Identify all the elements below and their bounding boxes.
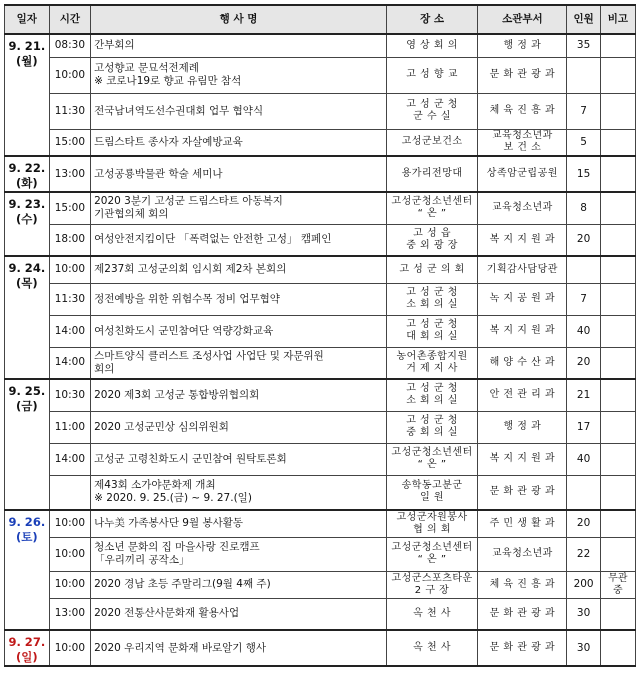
note-cell <box>600 571 635 598</box>
time-label: 11:00 <box>54 420 85 433</box>
note-cell <box>600 256 635 283</box>
event-name: 드림스타트 종사자 자살예방교육 <box>94 135 243 148</box>
place-detail: 군 수 실 <box>413 111 451 122</box>
place-cell <box>386 256 477 283</box>
place-name: 고성군청소년센터 <box>391 447 473 458</box>
time-label: 13:00 <box>54 607 85 620</box>
place-cell <box>386 537 477 571</box>
dept-name: 상족암군립공원 <box>486 168 558 179</box>
place-detail: 중 회 의 실 <box>406 427 458 438</box>
time-cell <box>49 571 91 598</box>
event-detail: 기관협의체 회의 <box>94 208 169 221</box>
dept-name: 교육청소년과 <box>491 548 553 559</box>
dept-name: 문 화 관 광 과 <box>489 642 556 653</box>
event-name: 고성군 고령친화도시 군민참여 원탁토론회 <box>94 452 287 465</box>
time-label: 14:00 <box>54 324 85 337</box>
header-place: 장 소 <box>386 5 477 34</box>
time-cell <box>49 537 91 571</box>
time-cell <box>49 411 91 443</box>
dept-name: 안 전 관 리 과 <box>489 389 556 401</box>
dept-name: 기획감사담당관 <box>486 263 558 275</box>
date-label: 9. 21. <box>8 39 46 53</box>
time-cell <box>49 510 91 537</box>
time-label: 15:00 <box>54 135 85 148</box>
event-cell <box>91 156 387 192</box>
day-label: (목) <box>16 276 38 290</box>
people-cell <box>567 571 600 598</box>
people-count: 8 <box>580 201 587 214</box>
note-cell <box>600 379 635 411</box>
place-name: 고성군보건소 <box>401 136 463 148</box>
date-label: 9. 26. <box>8 515 46 529</box>
event-cell <box>91 256 387 283</box>
dept-cell <box>478 630 567 666</box>
time-cell <box>49 315 91 347</box>
time-label: 10:00 <box>54 547 85 560</box>
note-cell <box>600 537 635 571</box>
dept-name: 녹 지 공 원 과 <box>489 293 556 304</box>
time-cell <box>49 93 91 129</box>
dept-cell <box>478 57 567 93</box>
event-cell <box>91 315 387 347</box>
place-detail: 대 회 의 실 <box>406 331 458 342</box>
note-cell <box>600 57 635 93</box>
event-cell <box>91 283 387 315</box>
people-count: 200 <box>573 578 594 590</box>
place-cell <box>386 475 477 510</box>
time-cell <box>49 630 91 666</box>
event-name: 고성공룡박물관 학술 세미나 <box>94 167 223 180</box>
table-row <box>5 57 636 93</box>
people-count: 30 <box>576 607 591 620</box>
people-cell <box>567 224 600 256</box>
place-name: 송학동고분군 <box>401 480 463 492</box>
place-name: 고성군청소년센터 <box>391 196 473 208</box>
dept-name: 복 지 지 원 과 <box>489 233 556 245</box>
table-row <box>5 315 636 347</box>
time-cell <box>49 129 91 156</box>
place-detail: 소 회 의 실 <box>406 395 458 407</box>
schedule-table <box>4 4 636 667</box>
date-cell <box>5 379 50 510</box>
dept-cell <box>478 347 567 379</box>
place-detail: 거 제 지 사 <box>406 362 458 374</box>
event-name: 전국남녀역도선수권대회 업무 협약식 <box>94 104 264 117</box>
event-name: 2020 전통산사문화재 활용사업 <box>94 607 240 620</box>
people-cell <box>567 443 600 475</box>
dept-cell <box>478 315 567 347</box>
place-cell <box>386 93 477 129</box>
header-time: 시간 <box>49 5 91 34</box>
dept-cell <box>478 379 567 411</box>
people-cell <box>567 475 600 510</box>
event-name: 2020 3분기 고성군 드림스타트 아동복지 <box>94 195 283 208</box>
table-row <box>5 93 636 129</box>
dept-name: 복 지 지 원 과 <box>489 325 556 336</box>
header-dept: 소관부서 <box>478 5 567 34</box>
date-label: 9. 22. <box>8 161 46 175</box>
event-name: 나누美 가족봉사단 9월 봉사활동 <box>94 517 244 530</box>
time-label: 14:00 <box>54 452 85 465</box>
place-name: 고성군자원봉사 <box>396 511 468 523</box>
time-cell <box>49 224 91 256</box>
time-cell <box>49 475 91 510</box>
time-label: 18:00 <box>54 233 85 246</box>
time-label: 10:00 <box>54 68 85 81</box>
event-cell <box>91 34 387 57</box>
table-row <box>5 192 636 224</box>
place-name: 농어촌종합지원 <box>396 350 468 362</box>
event-detail: 「우리끼리 공작소」 <box>94 554 190 566</box>
place-cell <box>386 224 477 256</box>
note-cell <box>600 283 635 315</box>
date-label: 9. 25. <box>8 384 46 398</box>
dept-cell <box>478 411 567 443</box>
table-row <box>5 347 636 379</box>
day-label: (화) <box>16 176 38 190</box>
header-event: 행 사 명 <box>91 5 387 34</box>
time-label: 10:00 <box>54 263 85 276</box>
place-name: 고 성 군 청 <box>406 383 458 395</box>
time-label: 10:00 <box>54 641 85 654</box>
table-row <box>5 379 636 411</box>
people-count: 20 <box>576 517 591 530</box>
place-name: 영 상 회 의 <box>406 39 458 51</box>
day-label: (금) <box>16 399 38 413</box>
time-cell <box>49 598 91 630</box>
event-detail: ※ 코로나19로 향교 유림만 참석 <box>94 75 242 87</box>
people-count: 5 <box>580 135 587 148</box>
time-label: 11:30 <box>54 104 85 117</box>
day-label: (일) <box>16 650 38 664</box>
day-label: (수) <box>16 212 38 226</box>
place-cell <box>386 129 477 156</box>
people-count: 20 <box>576 356 591 369</box>
dept-cell <box>478 598 567 630</box>
date-cell <box>5 256 50 379</box>
dept-cell <box>478 571 567 598</box>
dept-detail: 보 건 소 <box>503 142 542 154</box>
date-cell <box>5 192 50 256</box>
date-cell <box>5 156 50 192</box>
dept-name: 행 정 과 <box>503 39 542 51</box>
time-cell <box>49 347 91 379</box>
table-row <box>5 510 636 537</box>
dept-cell <box>478 34 567 57</box>
event-detail: 회의 <box>94 362 115 375</box>
dept-name: 주 민 생 활 과 <box>489 517 556 529</box>
people-count: 21 <box>576 388 591 401</box>
place-name: 고 성 군 의 회 <box>399 263 465 275</box>
time-label: 11:30 <box>54 292 85 305</box>
place-cell <box>386 379 477 411</box>
time-label: 14:00 <box>54 356 85 369</box>
date-label: 9. 27. <box>8 635 46 649</box>
day-label: (월) <box>16 54 38 68</box>
place-cell <box>386 411 477 443</box>
people-cell <box>567 129 600 156</box>
people-cell <box>567 192 600 224</box>
dept-cell <box>478 192 567 224</box>
place-name: 고성군청소년센터 <box>391 542 473 553</box>
people-count: 7 <box>580 104 587 117</box>
time-cell <box>49 256 91 283</box>
table-row <box>5 129 636 156</box>
event-name: 2020 제3회 고성군 통합방위협의회 <box>94 388 260 401</box>
place-detail: 일 원 <box>420 492 445 504</box>
place-name: 고성군스포츠타운 <box>391 572 473 584</box>
people-cell <box>567 630 600 666</box>
event-name: 2020 우리지역 문화재 바로알기 행사 <box>94 641 267 654</box>
place-cell <box>386 315 477 347</box>
note-cell <box>600 192 635 224</box>
dept-name: 문 화 관 광 과 <box>489 69 556 80</box>
place-name: 고 성 군 청 <box>406 319 458 330</box>
time-cell <box>49 379 91 411</box>
place-detail: 중 외 광 장 <box>406 239 458 251</box>
place-name: 고 성 군 청 <box>406 287 458 298</box>
time-label: 15:00 <box>54 201 85 214</box>
note-cell <box>600 475 635 510</box>
event-detail: ※ 2020. 9. 25.(금) ~ 9. 27.(일) <box>94 492 252 505</box>
schedule-body <box>5 34 636 666</box>
event-cell <box>91 510 387 537</box>
event-cell <box>91 443 387 475</box>
event-name: 제43회 소가야문화제 개최 <box>94 479 216 492</box>
event-cell <box>91 93 387 129</box>
table-row <box>5 156 636 192</box>
time-label: 13:00 <box>54 167 85 180</box>
dept-name: 행 정 과 <box>503 421 542 432</box>
date-label: 9. 24. <box>8 261 46 275</box>
table-row <box>5 598 636 630</box>
place-cell <box>386 156 477 192</box>
place-cell <box>386 443 477 475</box>
event-name: 2020 고성군민상 심의위원회 <box>94 420 229 433</box>
table-row <box>5 537 636 571</box>
table-row <box>5 571 636 598</box>
people-count: 30 <box>576 641 591 654</box>
note-cell <box>600 598 635 630</box>
dept-name: 복 지 지 원 과 <box>489 453 556 464</box>
dept-name: 교육청소년과 <box>491 202 553 214</box>
people-cell <box>567 537 600 571</box>
event-cell <box>91 411 387 443</box>
place-name: 고 성 군 청 <box>406 99 458 110</box>
time-label: 10:00 <box>54 578 85 590</box>
people-cell <box>567 598 600 630</box>
header-people: 인원 <box>567 5 600 34</box>
event-name: 청소년 문화의 집 마을사랑 진로캠프 <box>94 541 260 553</box>
table-row <box>5 224 636 256</box>
note-cell <box>600 443 635 475</box>
date-cell <box>5 510 50 630</box>
table-row <box>5 443 636 475</box>
time-cell <box>49 34 91 57</box>
dept-name: 체 육 진 흥 과 <box>489 105 556 116</box>
table-row <box>5 475 636 510</box>
place-detail: 소 회 의 실 <box>406 299 458 310</box>
place-detail: “ 온 ” <box>417 459 447 470</box>
people-cell <box>567 411 600 443</box>
dept-cell <box>478 129 567 156</box>
event-cell <box>91 347 387 379</box>
people-cell <box>567 256 600 283</box>
note-cell <box>600 510 635 537</box>
note-cell <box>600 34 635 57</box>
event-cell <box>91 571 387 598</box>
date-cell <box>5 34 50 156</box>
people-cell <box>567 156 600 192</box>
table-row <box>5 630 636 666</box>
dept-cell <box>478 156 567 192</box>
note-cell <box>600 156 635 192</box>
event-name: 정전예방을 위한 위험수목 정비 업무협약 <box>94 292 280 305</box>
note-cell <box>600 129 635 156</box>
note-cell <box>600 347 635 379</box>
dept-cell <box>478 224 567 256</box>
time-cell <box>49 443 91 475</box>
people-cell <box>567 315 600 347</box>
people-count: 35 <box>576 39 591 52</box>
event-cell <box>91 537 387 571</box>
people-count: 17 <box>576 420 591 433</box>
place-name: 용가리전망대 <box>401 168 463 179</box>
people-cell <box>567 510 600 537</box>
note-cell <box>600 93 635 129</box>
event-cell <box>91 379 387 411</box>
place-cell <box>386 283 477 315</box>
people-count: 40 <box>576 452 591 465</box>
place-detail: “ 온 ” <box>417 208 447 220</box>
people-count: 22 <box>576 547 591 560</box>
event-name: 제237회 고성군의회 임시회 제2차 본회의 <box>94 263 287 276</box>
place-detail: “ 온 ” <box>417 554 447 565</box>
event-name: 2020 경남 초등 주말리그(9월 4째 주) <box>94 578 271 590</box>
note-cell <box>600 411 635 443</box>
dept-cell <box>478 537 567 571</box>
note-cell <box>600 224 635 256</box>
dept-cell <box>478 510 567 537</box>
place-name: 옥 천 사 <box>413 607 451 619</box>
event-name: 고성향교 문묘석전제례 <box>94 62 199 74</box>
people-count: 15 <box>576 167 591 180</box>
event-cell <box>91 598 387 630</box>
dept-cell <box>478 256 567 283</box>
table-row <box>5 411 636 443</box>
dept-cell <box>478 443 567 475</box>
place-detail: 협 의 회 <box>413 523 451 535</box>
place-detail: 2 구 장 <box>414 584 450 596</box>
place-cell <box>386 57 477 93</box>
time-cell <box>49 156 91 192</box>
time-cell <box>49 283 91 315</box>
event-cell <box>91 224 387 256</box>
place-cell <box>386 571 477 598</box>
event-name: 간부회의 <box>94 39 135 52</box>
time-label: 10:00 <box>54 517 85 530</box>
date-cell <box>5 630 50 666</box>
dept-name: 체 육 진 흥 과 <box>489 578 556 590</box>
dept-cell <box>478 283 567 315</box>
time-cell <box>49 192 91 224</box>
people-count: 7 <box>580 292 587 305</box>
people-cell <box>567 283 600 315</box>
people-cell <box>567 34 600 57</box>
dept-cell <box>478 475 567 510</box>
header-row <box>5 5 636 34</box>
time-label: 10:30 <box>54 388 85 401</box>
note-cell <box>600 630 635 666</box>
event-name: 여성안전지킴이단 「폭력없는 안전한 고성」 캠페인 <box>94 233 332 246</box>
event-cell <box>91 129 387 156</box>
dept-name: 문 화 관 광 과 <box>489 607 556 619</box>
dept-name: 해 양 수 산 과 <box>489 356 556 368</box>
event-cell <box>91 630 387 666</box>
dept-name: 교육청소년과 <box>491 130 553 142</box>
place-name: 고 성 향 교 <box>406 69 458 80</box>
event-name: 스마트양식 클러스트 조성사업 사업단 및 자문위원 <box>94 349 324 362</box>
time-cell <box>49 57 91 93</box>
header-note: 비고 <box>600 5 635 34</box>
note-text: 무관중 <box>608 572 628 596</box>
day-label: (토) <box>16 530 38 544</box>
place-cell <box>386 630 477 666</box>
dept-name: 문 화 관 광 과 <box>489 486 556 498</box>
people-cell <box>567 379 600 411</box>
people-cell <box>567 93 600 129</box>
people-cell <box>567 347 600 379</box>
event-name: 여성친화도시 군민참여단 역량강화교육 <box>94 324 274 337</box>
place-name: 고 성 읍 <box>413 227 451 239</box>
people-count: 20 <box>576 233 591 246</box>
place-cell <box>386 598 477 630</box>
table-row <box>5 256 636 283</box>
note-cell <box>600 315 635 347</box>
header-date: 일자 <box>5 5 50 34</box>
event-cell <box>91 192 387 224</box>
place-name: 옥 천 사 <box>413 642 451 653</box>
table-row <box>5 34 636 57</box>
place-cell <box>386 34 477 57</box>
place-cell <box>386 510 477 537</box>
date-label: 9. 23. <box>8 197 46 211</box>
event-cell <box>91 475 387 510</box>
dept-cell <box>478 93 567 129</box>
table-row <box>5 283 636 315</box>
people-count: 40 <box>576 324 591 337</box>
people-cell <box>567 57 600 93</box>
event-cell <box>91 57 387 93</box>
time-label: 08:30 <box>54 39 85 52</box>
place-cell <box>386 347 477 379</box>
place-name: 고 성 군 청 <box>406 415 458 426</box>
place-cell <box>386 192 477 224</box>
